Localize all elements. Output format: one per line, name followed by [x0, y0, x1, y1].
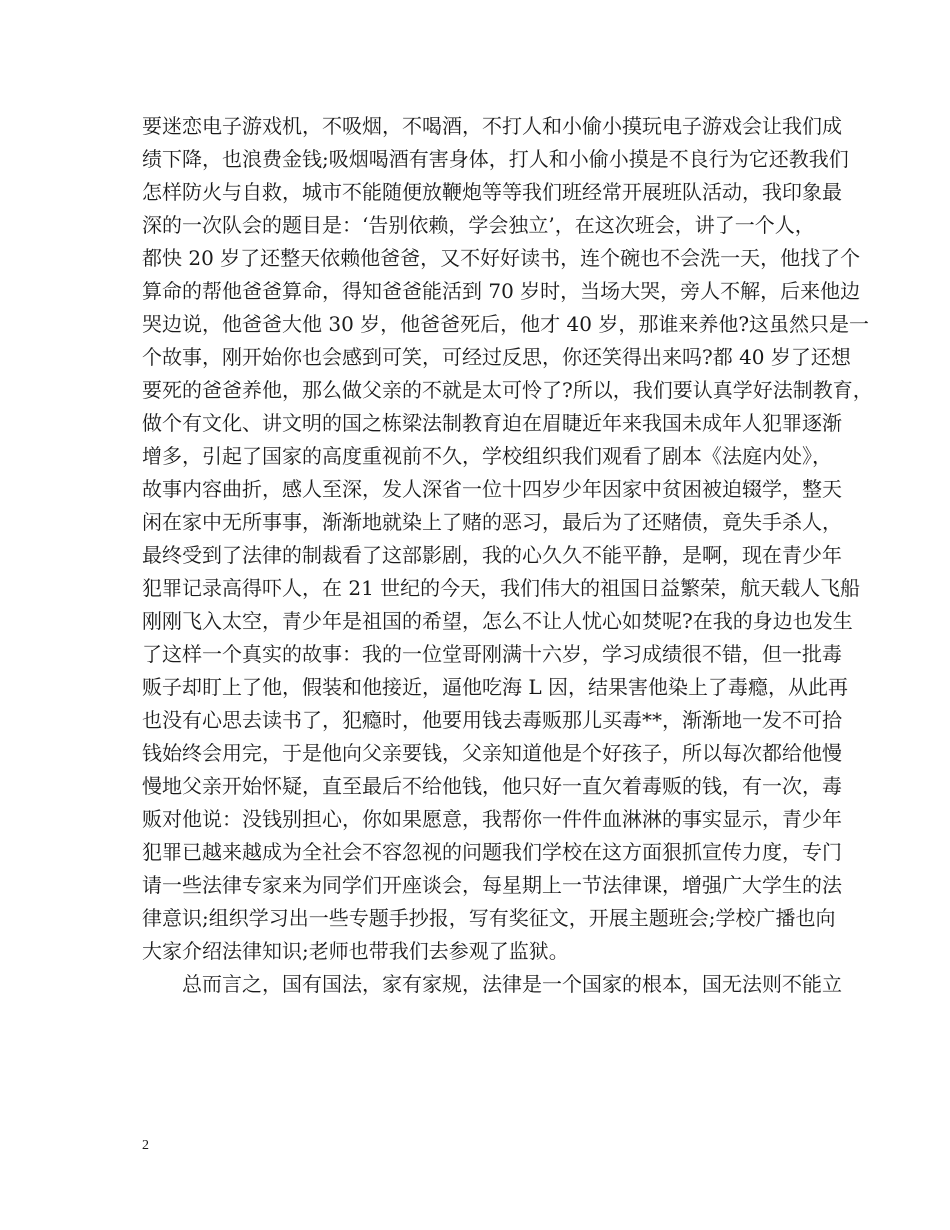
text-line: 怎样防火与自救，城市不能随便放鞭炮等等我们班经常开展班队活动，我印象最 [142, 180, 842, 204]
text-line: 做个有文化、讲文明的国之栋梁法制教育迫在眉睫近年来我国未成年人犯罪逐渐 [142, 411, 842, 435]
text-line: 个故事，刚开始你也会感到可笑，可经过反思，你还笑得出来吗?都 40 岁了还想 [142, 345, 851, 369]
text-line: 深的一次队会的题目是：‘告别依赖，学会独立’，在这次班会，讲了一个人， [142, 213, 815, 237]
page-number: 2 [142, 1138, 149, 1153]
text-line: 总而言之，国有国法，家有家规，法律是一个国家的根本，国无法则不能立 [142, 972, 842, 996]
text-line: 闲在家中无所事事，渐渐地就染上了赌的恶习，最后为了还赌债，竟失手杀人， [142, 510, 842, 534]
text-line: 要迷恋电子游戏机，不吸烟，不喝酒，不打人和小偷小摸玩电子游戏会让我们成 [142, 114, 842, 138]
text-line: 贩子却盯上了他，假装和他接近，逼他吃海 L 因，结果害他染上了毒瘾，从此再 [142, 675, 848, 699]
text-line: 也没有心思去读书了，犯瘾时，他要用钱去毒贩那儿买毒**，渐渐地一发不可拾 [142, 708, 842, 732]
text-line: 律意识;组织学习出一些专题手抄报，写有奖征文，开展主题班会;学校广播也向 [142, 906, 836, 930]
text-line: 故事内容曲折，感人至深，发人深省一位十四岁少年因家中贫困被迫辍学，整天 [142, 477, 842, 501]
text-line: 了这样一个真实的故事：我的一位堂哥刚满十六岁，学习成绩很不错，但一批毒 [142, 642, 842, 666]
text-line: 刚刚飞入太空，青少年是祖国的希望，怎么不让人忧心如焚呢?在我的身边也发生 [142, 609, 853, 633]
text-line: 增多，引起了国家的高度重视前不久，学校组织我们观看了剧本《法庭内处》， [142, 444, 832, 468]
body-text [142, 110, 873, 1001]
text-line: 大家介绍法律知识;老师也带我们去参观了监狱。 [142, 939, 569, 963]
text-line: 要死的爸爸养他，那么做父亲的不就是太可怜了?所以，我们要认真学好法制教育， [142, 378, 873, 402]
text-line: 贩对他说：没钱别担心，你如果愿意，我帮你一件件血淋淋的事实显示，青少年 [142, 807, 842, 831]
text-line: 犯罪已越来越成为全社会不容忽视的问题我们学校在这方面狠抓宣传力度，专门 [142, 840, 842, 864]
text-line: 钱始终会用完，于是他向父亲要钱，父亲知道他是个好孩子，所以每次都给他慢 [142, 741, 842, 765]
text-line: 慢地父亲开始怀疑，直至最后不给他钱，他只好一直欠着毒贩的钱，有一次，毒 [142, 774, 842, 798]
text-line: 最终受到了法律的制裁看了这部影剧，我的心久久不能平静，是啊，现在青少年 [142, 543, 842, 567]
text-line: 都快 20 岁了还整天依赖他爸爸，又不好好读书，连个碗也不会洗一天，他找了个 [142, 246, 861, 270]
text-line: 请一些法律专家来为同学们开座谈会，每星期上一节法律课，增强广大学生的法 [142, 873, 842, 897]
text-line: 绩下降，也浪费金钱;吸烟喝酒有害身体，打人和小偷小摸是不良行为它还教我们 [142, 147, 849, 171]
text-line: 哭边说，他爸爸大他 30 岁，他爸爸死后，他才 40 岁，那谁来养他?这虽然只是一 [142, 312, 870, 336]
text-line: 犯罪记录高得吓人，在 21 世纪的今天，我们伟大的祖国日益繁荣，航天载人飞船 [142, 576, 861, 600]
text-line: 算命的帮他爸爸算命，得知爸爸能活到 70 岁时，当场大哭，旁人不解，后来他边 [142, 279, 861, 303]
